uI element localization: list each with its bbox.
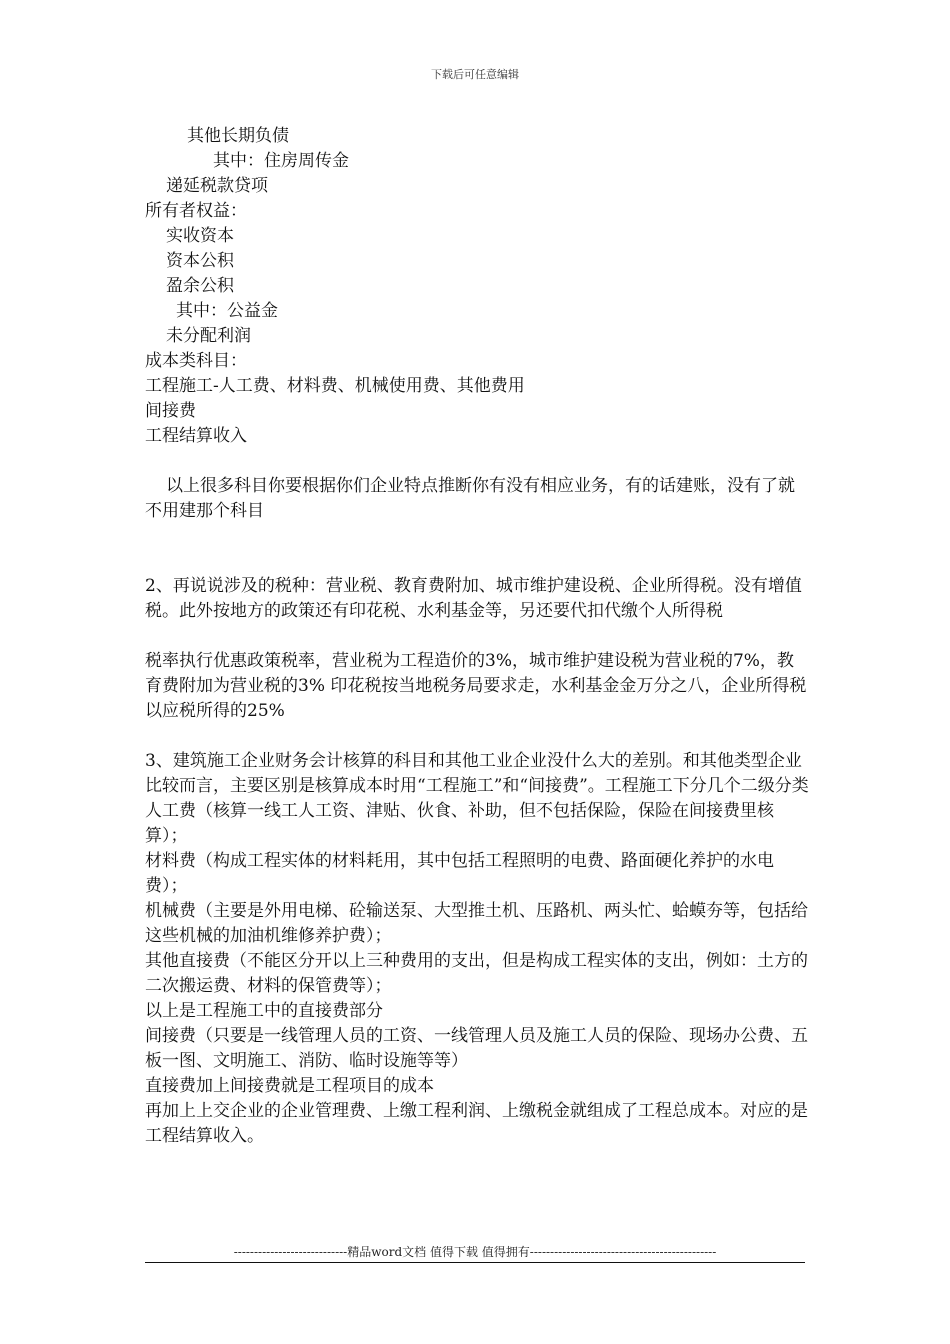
paragraph-indirect-cost: 间接费（只要是一线管理人员的工资、一线管理人员及施工人员的保险、现场办公费、五板一图、文明施工、消防、临时设施等等）	[145, 1026, 808, 1071]
paragraph-tax-types: 2、再说说涉及的税种：营业税、教育费附加、城市维护建设税、企业所得税。没有增值税。此外按地方的政策还有印花税、水利基金等，另还要代扣代缴个人所得税	[145, 576, 802, 621]
line-paid-in-capital: 实收资本	[166, 226, 234, 246]
line-cost-accounts: 成本类科目：	[145, 351, 247, 371]
paragraph-labor-cost: 人工费（核算一线工人工资、津贴、伙食、补助，但不包括保险，保险在间接费里核算）；	[145, 801, 774, 846]
line-other-long-term-liabilities: 其他长期负债	[187, 126, 289, 146]
line-deferred-tax: 递延税款贷项	[166, 176, 268, 196]
paragraph-direct-cost-summary: 以上是工程施工中的直接费部分	[145, 1001, 383, 1021]
document-body	[145, 124, 810, 1149]
line-indirect-cost: 间接费	[145, 401, 196, 421]
line-settlement-income: 工程结算收入	[145, 426, 247, 446]
line-housing-fund: 其中：住房周传金	[213, 151, 349, 171]
footer-divider	[145, 1262, 805, 1263]
paragraph-accounting-differences: 3、建筑施工企业财务会计核算的科目和其他工业企业没什么大的差别。和其他类型企业比较而言，主要区别是核算成本时用“工程施工”和“间接费”。工程施工下分几个二级分类	[145, 751, 809, 796]
paragraph-material-cost: 材料费（构成工程实体的材料耗用，其中包括工程照明的电费、路面硬化养护的水电费）；	[145, 851, 774, 896]
paragraph-other-direct-cost: 其他直接费（不能区分开以上三种费用的支出，但是构成工程实体的支出，例如：土方的二次搬运费、材料的保管费等）；	[145, 951, 808, 996]
page-header: 下载后可任意编辑	[431, 68, 519, 81]
paragraph-total-cost: 再加上上交企业的企业管理费、上缴工程利润、上缴税金就组成了工程总成本。对应的是工程结算收入。	[145, 1101, 808, 1146]
line-undistributed-profit: 未分配利润	[166, 326, 251, 346]
line-surplus-reserve: 盈余公积	[166, 276, 234, 296]
line-capital-reserve: 资本公积	[166, 251, 234, 271]
line-public-welfare-fund: 其中：公益金	[176, 301, 278, 321]
paragraph-tax-rates: 税率执行优惠政策税率，营业税为工程造价的3%，城市维护建设税为营业税的7%，教育费附加为营业税的3% 印花税按当地税务局要求走，水利基金金万分之八，企业所得税以应税所得的25%	[145, 651, 807, 721]
paragraph-project-cost: 直接费加上间接费就是工程项目的成本	[145, 1076, 434, 1096]
line-owners-equity: 所有者权益：	[145, 201, 247, 221]
paragraph-machinery-cost: 机械费（主要是外用电梯、砼输送泵、大型推土机、压路机、两头忙、蛤蟆夯等，包括给这些机械的加油机维修养护费）；	[145, 901, 808, 946]
page-footer: ----------------------------精品word文档 值得下载 值得拥有----------------------------------------------	[233, 1245, 717, 1259]
paragraph-account-advice: 以上很多科目你要根据你们企业特点推断你有没有相应业务，有的话建账，没有了就不用建那个科目	[145, 476, 795, 521]
line-construction: 工程施工-人工费、材料费、机械使用费、其他费用	[145, 376, 525, 396]
